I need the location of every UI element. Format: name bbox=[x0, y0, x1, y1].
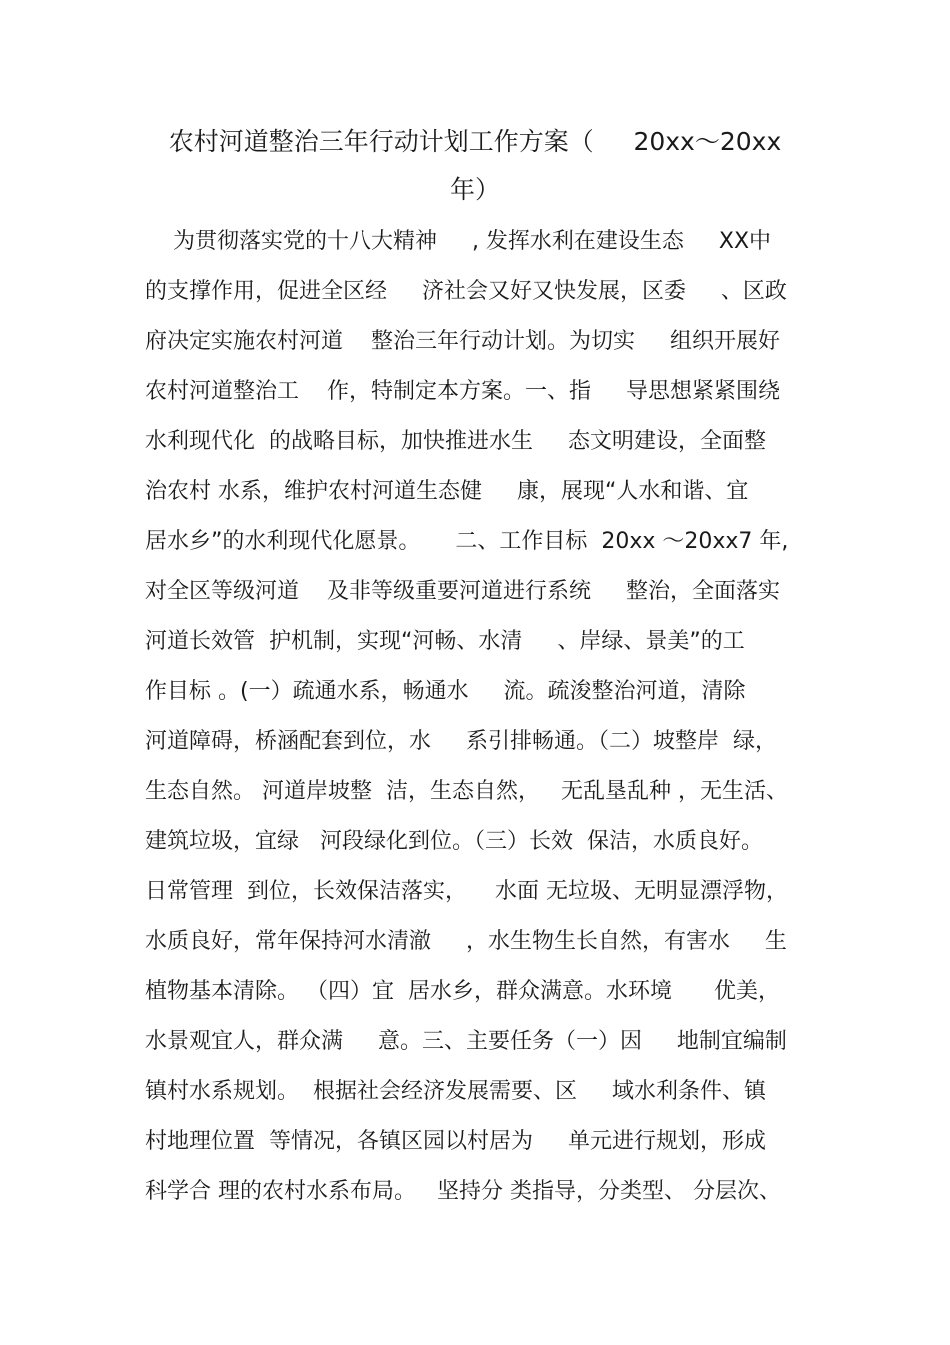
body-line: 科学合 理的农村水系布局。 坚持分 类指导，分类型、 分层次、 bbox=[145, 1179, 781, 1204]
body-line: 镇村水系规划。 根据社会经济发展需要、区 域水利条件、镇 bbox=[145, 1079, 766, 1104]
body-line: 河道障碍，桥涵配套到位，水 系引排畅通。（二）坡整岸 绿， bbox=[145, 729, 777, 754]
body-line: 日常管理 到位，长效保洁落实， 水面 无垃圾、无明显漂浮物， bbox=[145, 879, 788, 904]
body-line: 水利现代化 的战略目标，加快推进水生 态文明建设，全面整 bbox=[145, 429, 766, 454]
document-title-line-2: 年） bbox=[449, 175, 500, 204]
body-line: 农村河道整治工 作，特制定本方案。一、指 导思想紧紧围绕 bbox=[145, 379, 780, 404]
body-line: 村地理位置 等情况，各镇区园以村居为 单元进行规划，形成 bbox=[145, 1129, 766, 1154]
body-line: 的支撑作用，促进全区经 济社会又好又快发展，区委 、区政 bbox=[145, 279, 787, 304]
body-line: 对全区等级河道 及非等级重要河道进行系统 整治，全面落实 bbox=[145, 579, 780, 604]
body-line: 作目标 。(一）疏通水系，畅通水 流。疏浚整治河道，清除 bbox=[145, 679, 746, 704]
body-line: 治农村 水系，维护农村河道生态健 康，展现“人水和谐、宜 bbox=[145, 479, 749, 504]
body-line: 建筑垃圾，宜绿 河段绿化到位。（三）长效 保洁，水质良好。 bbox=[145, 829, 763, 854]
body-line: 为贯彻落实党的十八大精神 , 发挥水利在建设生态 XX中 bbox=[145, 229, 772, 254]
body-line: 河道长效管 护机制，实现“河畅、水清 、岸绿、景美”的工 bbox=[145, 629, 745, 654]
document-title-line-1: 农村河道整治三年行动计划工作方案（ 20xx～20xx bbox=[168, 127, 782, 156]
body-line: 水景观宜人，群众满 意。三、主要任务（一）因 地制宜编制 bbox=[145, 1029, 787, 1054]
body-line: 府决定实施农村河道 整治三年行动计划。为切实 组织开展好 bbox=[145, 329, 780, 354]
body-line: 植物基本清除。 （四）宜 居水乡，群众满意。水环境 优美， bbox=[145, 979, 780, 1004]
body-line: 生态自然。 河道岸坡整 洁，生态自然， 无乱垦乱种 ，无生活、 bbox=[145, 779, 788, 804]
body-line: 水质良好，常年保持河水清澈 ，水生物生长自然，有害水 生 bbox=[145, 929, 787, 954]
body-line: 居水乡”的水利现代化愿景。 二、工作目标 20xx ～20xx7 年, bbox=[145, 529, 789, 554]
